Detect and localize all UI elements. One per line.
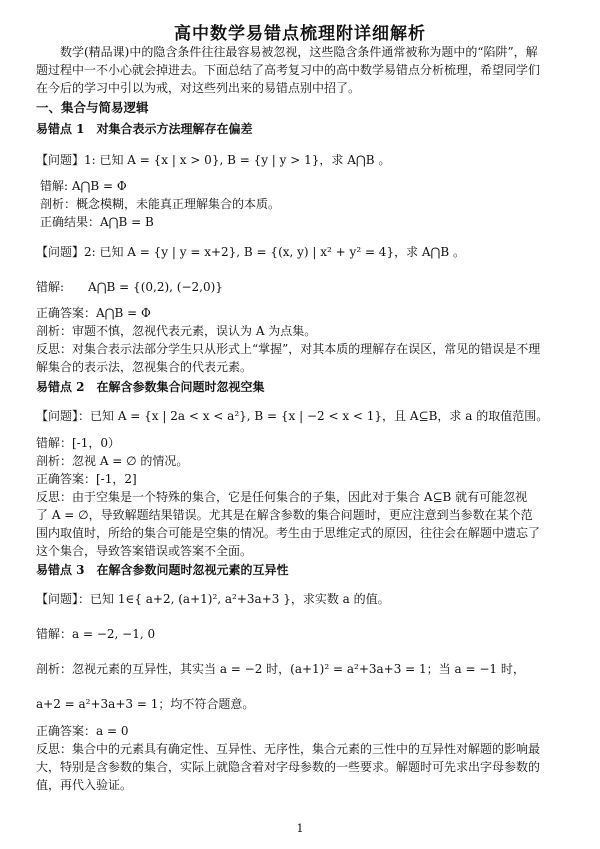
- analysis-1: 剖析：概念模糊，未能真正理解集合的本质。: [40, 197, 281, 211]
- wrong-solution-1: 错解: A⋂B = Φ: [40, 179, 127, 193]
- correct-answer-4: 正确答案：a = 0: [36, 724, 129, 738]
- problem-3: 【问题】：已知 A = {x | 2a < x < a²}, B = {x | −2 < x < 1}，且 A⊆B，求 a 的取值范围。: [36, 409, 549, 423]
- wrong-solution-3: 错解：[-1，0）: [36, 436, 121, 450]
- page-number: 1: [296, 822, 304, 835]
- reflection-3-line-2: 大，特别是含参数的集合，实际上就隐含着对字母参数的一些要求。解题时可先求出字母参数的: [36, 760, 541, 774]
- reflection-2-line-4: 这个集合，导致答案错误或答案不全面。: [36, 544, 253, 558]
- correct-answer-3: 正确答案：[-1，2]: [36, 472, 137, 486]
- reflection-3-line-1: 反思：集合中的元素具有确定性、互异性、无序性，集合元素的三性中的互异性对解题的影响最: [36, 742, 541, 756]
- correct-result-1: 正确结果：A⋂B = B: [40, 215, 154, 229]
- error-point-3-heading: 易错点 3 在解含参数问题时忽视元素的互异性: [36, 563, 289, 577]
- reflection-1-line-1: 反思：对集合表示法部分学生只从形式上“掌握”，对其本质的理解存在误区，常见的错误是不理: [36, 342, 541, 356]
- correct-answer-2: 正确答案：A⋂B = Φ: [36, 306, 151, 320]
- intro-line-3: 在今后的学习中引以为戒，对这些列出来的易错点别中招了。: [36, 81, 361, 95]
- reflection-2-line-3: 围内取值时，所给的集合可能是空集的情况。考生由于思维定式的原因，往往会在解题中遗忘了: [36, 526, 541, 540]
- reflection-3-line-3: 值，再代入验证。: [36, 778, 133, 792]
- error-point-2-heading: 易错点 2 在解含参数集合问题时忽视空集: [36, 380, 265, 394]
- reflection-1-line-2: 解集合的表示法，忽视集合的代表元素。: [36, 360, 253, 374]
- problem-2: 【问题】2: 已知 A = {y | y = x+2}, B = {(x, y) | x² + y² = 4}，求 A⋂B 。: [36, 245, 466, 259]
- error-point-1-heading: 易错点 1 对集合表示方法理解存在偏差: [36, 122, 253, 136]
- intro-line-1: 数学(精品课)中的隐含条件往往最容易被忽视，这些隐含条件通常被称为题中的“陷阱”，解: [60, 45, 538, 59]
- page-title: 高中数学易错点梳理附详细解析: [174, 24, 426, 44]
- wrong-solution-2: 错解: A⋂B = {(0,2), (−2,0)}: [36, 280, 223, 294]
- problem-1: 【问题】1: 已知 A = {x | x > 0}, B = {y | y > 1}，求 A⋂B 。: [36, 153, 391, 167]
- analysis-4-line-1: 剖析：忽视元素的互异性，其实当 a = −2 时，(a+1)² = a²+3a+3 = 1；当 a = −1 时，: [36, 662, 525, 676]
- analysis-4-line-2: a+2 = a²+3a+3 = 1；均不符合题意。: [36, 697, 255, 711]
- problem-4: 【问题】：已知 1∈{ a+2, (a+1)², a²+3a+3 }，求实数 a 的值。: [36, 592, 390, 606]
- intro-line-2: 题过程中一不小心就会掉进去。下面总结了高考复习中的高中数学易错点分析梳理，希望同学们: [36, 63, 541, 77]
- analysis-3: 剖析：忽视 A = ∅ 的情况。: [36, 454, 189, 468]
- section-heading: 一、集合与简易逻辑: [36, 100, 149, 115]
- reflection-2-line-2: 了 A = ∅，导致解题结果错误。尤其是在解含参数的集合问题时，更应注意到当参数在某个范: [36, 508, 533, 522]
- wrong-solution-4: 错解：a = −2, −1, 0: [36, 627, 156, 641]
- analysis-2: 剖析：审题不慎，忽视代表元素，误认为 A 为点集。: [36, 324, 317, 338]
- reflection-2-line-1: 反思：由于空集是一个特殊的集合，它是任何集合的子集，因此对于集合 A⊆B 就有可能忽视: [36, 490, 528, 504]
